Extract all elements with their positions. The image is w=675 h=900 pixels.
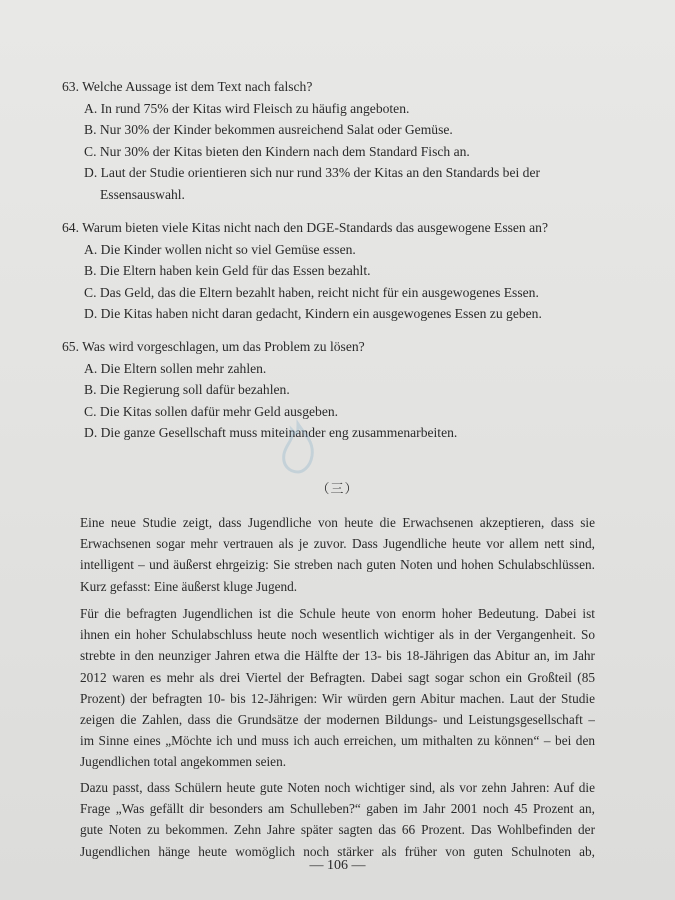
- page-number: — 106 —: [309, 858, 366, 873]
- option-d-continuation: Essensauswahl.: [100, 186, 185, 202]
- question-title: 64. Warum bieten viele Kitas nicht nach den DGE-Standards das ausgewogene Essen an?: [62, 220, 548, 235]
- option-d: D. Die ganze Gesellschaft muss miteinander eng zusammenarbeiten.: [84, 425, 458, 440]
- paragraph-2: [80, 603, 595, 773]
- text-line: ihnen ein hoher Schulabschluss heute noch wesentlich wichtiger als in der Vergangenheit. So: [80, 627, 595, 643]
- paragraph-3: [80, 777, 595, 862]
- text-line: Für die befragten Jugendlichen ist die Schule heute von enorm hoher Bedeutung. Dabei ist: [80, 606, 595, 621]
- question-title: 63. Welche Aussage ist dem Text nach falsch?: [62, 79, 313, 94]
- section-marker: （三）: [316, 481, 359, 496]
- text-line: im Sinne eines „Möchte ich und muss ich auch erreichen, um mithalten zu können“ – bei den: [80, 733, 595, 749]
- text-line: Prozent) der befragten 10- bis 12-Jährigen: Wir würden gern Abitur machen. Laut der Studie: [80, 690, 595, 706]
- question-65: [62, 336, 622, 444]
- option-a: A. Die Kinder wollen nicht so viel Gemüse essen.: [84, 241, 356, 257]
- option-b: B. Nur 30% der Kinder bekommen ausreichend Salat oder Gemüse.: [84, 122, 453, 137]
- text-line: Dazu passt, dass Schülern heute gute Noten noch wichtiger sind, als vor zehn Jahren: Auf die: [80, 780, 595, 795]
- option-c: C. Das Geld, das die Eltern bezahlt haben, reicht nicht für ein ausgewogenes Essen.: [84, 284, 539, 300]
- text-line: gute Noten zu bekommen. Zehn Jahre später sagten das 66 Prozent. Das Wohlbefinden der: [80, 822, 595, 838]
- text-line: Jugendlichen total angekommen seien.: [80, 754, 287, 770]
- question-63: [62, 76, 622, 205]
- text-line: Eine neue Studie zeigt, dass Jugendliche von heute die Erwachsenen akzeptieren, dass sie: [80, 515, 595, 530]
- option-d: D. Laut der Studie orientieren sich nur rund 33% der Kitas an den Standards bei der: [84, 165, 541, 180]
- text-line: Frage „Was gefällt dir besonders am Schulleben?“ gaben im Jahr 2001 noch 45 Prozent an,: [80, 801, 595, 817]
- paragraph-1: [80, 512, 595, 597]
- option-c: C. Nur 30% der Kitas bieten den Kindern nach dem Standard Fisch an.: [84, 143, 470, 159]
- option-a: A. In rund 75% der Kitas wird Fleisch zu häufig angeboten.: [84, 100, 410, 116]
- text-line: Kurz gefasst: Eine äußerst kluge Jugend.: [80, 578, 298, 594]
- text-line: Jugendlichen hänge heute womöglich noch stärker als früher von guten Schulnoten ab,: [80, 843, 595, 859]
- text-line: strebte in den neunziger Jahren etwa die Hälfte der 13- bis 18-Jährigen das Abitur an, im Jahr: [80, 648, 595, 664]
- question-64: [62, 217, 622, 325]
- option-c: C. Die Kitas sollen dafür mehr Geld ausgeben.: [84, 403, 339, 419]
- question-title: 65. Was wird vorgeschlagen, um das Problem zu lösen?: [62, 339, 365, 354]
- option-d: D. Die Kitas haben nicht daran gedacht, Kindern ein ausgewogenes Essen zu geben.: [84, 306, 542, 321]
- text-line: 2012 waren es mehr als drei Viertel der Befragten. Dabei sagt sogar schon ein Großteil (85: [80, 669, 595, 685]
- text-line: Erwachsenen sogar mehr vertrauen als je zuvor. Dass Jugendliche heute vor allem nett sind,: [80, 536, 595, 552]
- text-line: intelligent – und äußerst ehrgeizig: Sie streben nach guten Noten und hohen Schulabschlüssen.: [80, 557, 595, 573]
- option-a: A. Die Eltern sollen mehr zahlen.: [84, 360, 267, 376]
- option-b: B. Die Eltern haben kein Geld für das Essen bezahlt.: [84, 263, 371, 278]
- text-line: zeigen die Zahlen, dass die Grundsätze der modernen Bildungs- und Leistungsgesellschaft –: [80, 712, 595, 728]
- option-b: B. Die Regierung soll dafür bezahlen.: [84, 382, 290, 397]
